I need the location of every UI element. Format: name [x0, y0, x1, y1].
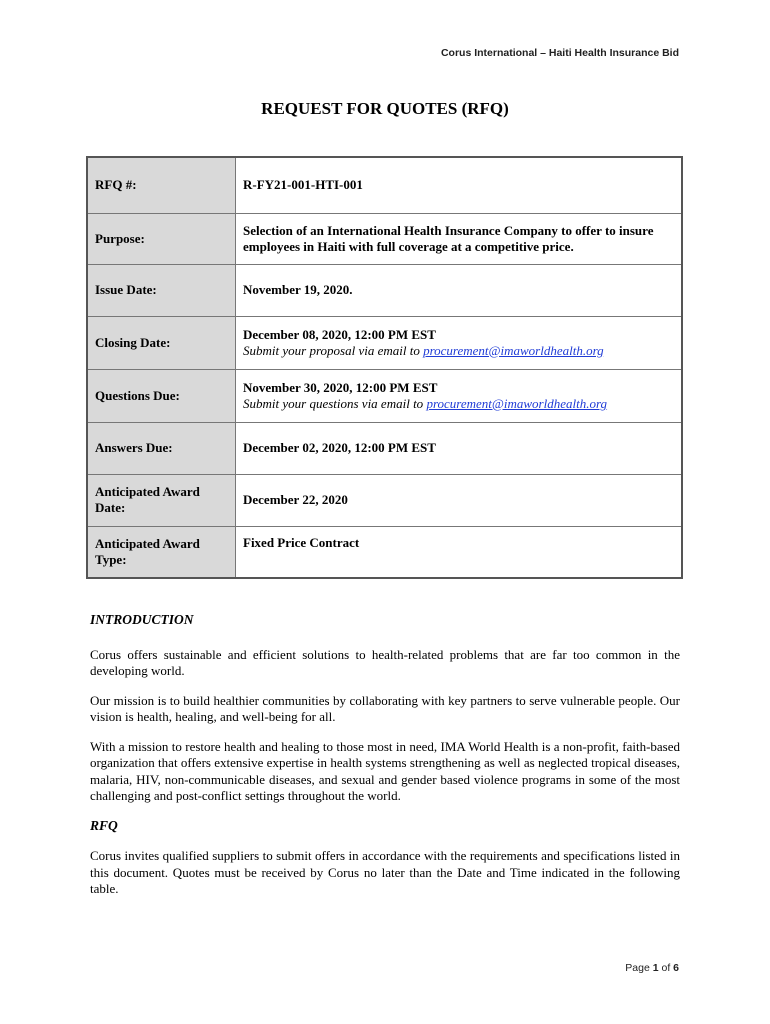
page-title: REQUEST FOR QUOTES (RFQ) [261, 99, 509, 118]
award-date-value: December 22, 2020 [236, 474, 683, 526]
award-date-label: Anticipated Award Date: [87, 474, 236, 526]
closing-date-value: December 08, 2020, 12:00 PM EST [243, 326, 436, 342]
questions-due-email-link[interactable]: procurement@imaworldhealth.org [426, 395, 608, 411]
award-type-value: Fixed Price Contract [236, 526, 683, 578]
page-number [625, 962, 679, 974]
table-row [87, 264, 682, 316]
rfq-paragraph-1: Corus invites qualified suppliers to submit offers in accordance with the requirements and specifications listed in this document. Quotes must be received by Corus no later than the Date and Time indicated in the following table. [90, 848, 680, 896]
questions-due-note-text: Submit your questions via email to [243, 395, 427, 411]
table-row [87, 157, 682, 213]
table-row [87, 526, 682, 578]
answers-due-label: Answers Due: [87, 422, 236, 474]
questions-due-value: November 30, 2020, 12:00 PM EST [243, 379, 438, 395]
questions-due-note [243, 396, 674, 412]
page-current: 1 [652, 962, 659, 974]
closing-date-email-link[interactable]: procurement@imaworldhealth.org [423, 342, 604, 358]
table-row [87, 316, 682, 369]
table-row [87, 369, 682, 422]
award-type-label: Anticipated Award Type: [87, 526, 236, 578]
introduction-paragraph-1: Corus offers sustainable and efficient solutions to health-related problems that are far too common in the developing world. [90, 646, 680, 678]
closing-date-note-text: Submit your proposal via email to [243, 342, 424, 358]
header-title: Corus International – Haiti Health Insurance Bid [440, 47, 679, 59]
rfq-number-value: R-FY21-001-HTI-001 [236, 157, 683, 213]
closing-date-label: Closing Date: [87, 316, 236, 369]
questions-due-cell [236, 369, 683, 422]
introduction-paragraph-2: Our mission is to build healthier communities by collaborating with key partners to serve vulnerable people. Our vision is health, healing, and well-being for all. [90, 692, 680, 724]
table-row [87, 422, 682, 474]
rfq-number-label: RFQ #: [87, 157, 236, 213]
issue-date-value: November 19, 2020. [236, 264, 683, 316]
table-row [87, 474, 682, 526]
rfq-details-table [86, 156, 683, 579]
body-content [90, 612, 680, 911]
closing-date-cell [236, 316, 683, 369]
questions-due-label: Questions Due: [87, 369, 236, 422]
introduction-paragraph-3: With a mission to restore health and healing to those most in need, IMA World Health is a non-profit, faith-based organization that offers extensive expertise in health systems strengthening as well as neglected tropical diseases, malaria, HIV, non-communicable diseases, and sexual and gender based violence programs in some of the most challenging and post-conflict settings throughout the world. [90, 738, 680, 803]
page-of: of [658, 962, 674, 974]
introduction-heading: INTRODUCTION [90, 612, 194, 627]
table-row [87, 213, 682, 264]
rfq-heading: RFQ [90, 817, 118, 833]
answers-due-value: December 02, 2020, 12:00 PM EST [236, 422, 683, 474]
issue-date-label: Issue Date: [87, 264, 236, 316]
page-prefix: Page [625, 962, 653, 974]
purpose-value: Selection of an International Health Insurance Company to offer to insure employees in Haiti with full coverage at a competitive price. [236, 213, 683, 264]
page-total: 6 [673, 962, 679, 974]
closing-date-note [243, 343, 674, 359]
purpose-label: Purpose: [87, 213, 236, 264]
